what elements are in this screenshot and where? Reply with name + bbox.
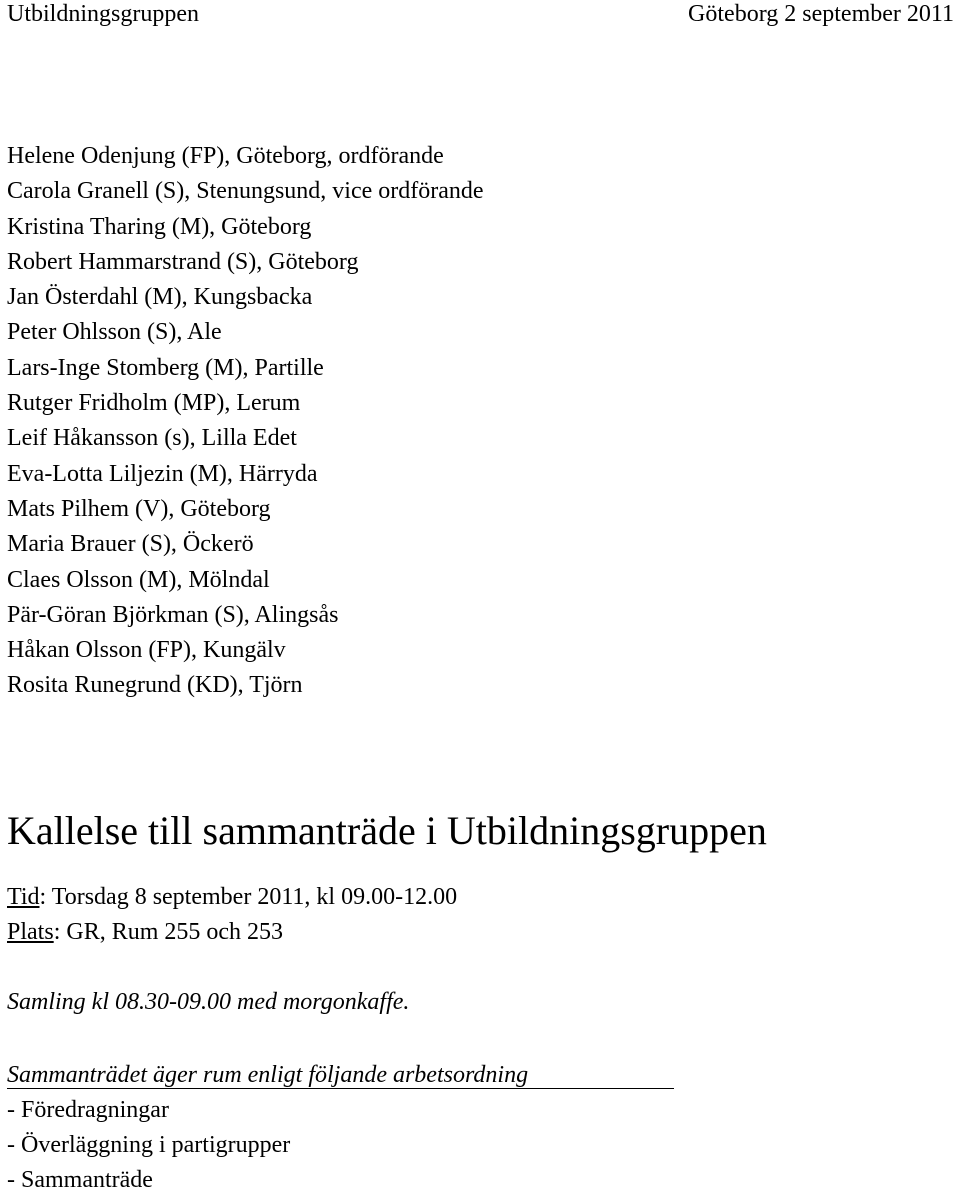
- meeting-time: [7, 882, 457, 912]
- member-item: Rutger Fridholm (MP), Lerum: [7, 390, 301, 417]
- member-item: Kristina Tharing (M), Göteborg: [7, 213, 312, 240]
- time-value: : Torsdag 8 september 2011, kl 09.00-12.00: [39, 884, 458, 910]
- gathering-note: Samling kl 08.30-09.00 med morgonkaffe.: [7, 989, 410, 1015]
- agenda-divider: [7, 1088, 674, 1089]
- agenda-item: - Föredragningar: [7, 1097, 169, 1123]
- agenda-list: [7, 1095, 290, 1200]
- time-label: Tid: [7, 884, 40, 910]
- member-item: Peter Ohlsson (S), Ale: [7, 319, 222, 346]
- meeting-place: [7, 917, 283, 947]
- member-item: Mats Pilhem (V), Göteborg: [7, 495, 271, 522]
- member-item: Pär-Göran Björkman (S), Alingsås: [7, 601, 339, 628]
- member-item: Robert Hammarstrand (S), Göteborg: [7, 248, 359, 275]
- member-item: Jan Österdahl (M), Kungsbacka: [7, 284, 313, 311]
- member-item: Eva-Lotta Liljezin (M), Härryda: [7, 460, 318, 487]
- place-value: : GR, Rum 255 och 253: [53, 919, 284, 945]
- header-organization: Utbildningsgruppen: [7, 1, 199, 27]
- member-item: Claes Olsson (M), Mölndal: [7, 566, 270, 593]
- document-title: Kallelse till sammanträde i Utbildningsgruppen: [7, 808, 767, 853]
- member-item: Maria Brauer (S), Öckerö: [7, 531, 254, 558]
- member-item: Helene Odenjung (FP), Göteborg, ordförande: [7, 143, 444, 169]
- member-item: Leif Håkansson (s), Lilla Edet: [7, 425, 297, 452]
- agenda-heading: Sammanträdet äger rum enligt följande arbetsordning: [7, 1062, 529, 1088]
- member-item: Carola Granell (S), Stenungsund, vice ordförande: [7, 178, 484, 205]
- header-date: Göteborg 2 september 2011: [688, 1, 954, 27]
- member-list: [7, 139, 484, 704]
- member-item: Rosita Runegrund (KD), Tjörn: [7, 672, 303, 699]
- agenda-item: - Sammanträde: [7, 1167, 153, 1193]
- member-item: Håkan Olsson (FP), Kungälv: [7, 637, 286, 664]
- agenda-item: - Överläggning i partigrupper: [7, 1132, 291, 1158]
- member-item: Lars-Inge Stomberg (M), Partille: [7, 354, 324, 381]
- place-label: Plats: [7, 919, 54, 945]
